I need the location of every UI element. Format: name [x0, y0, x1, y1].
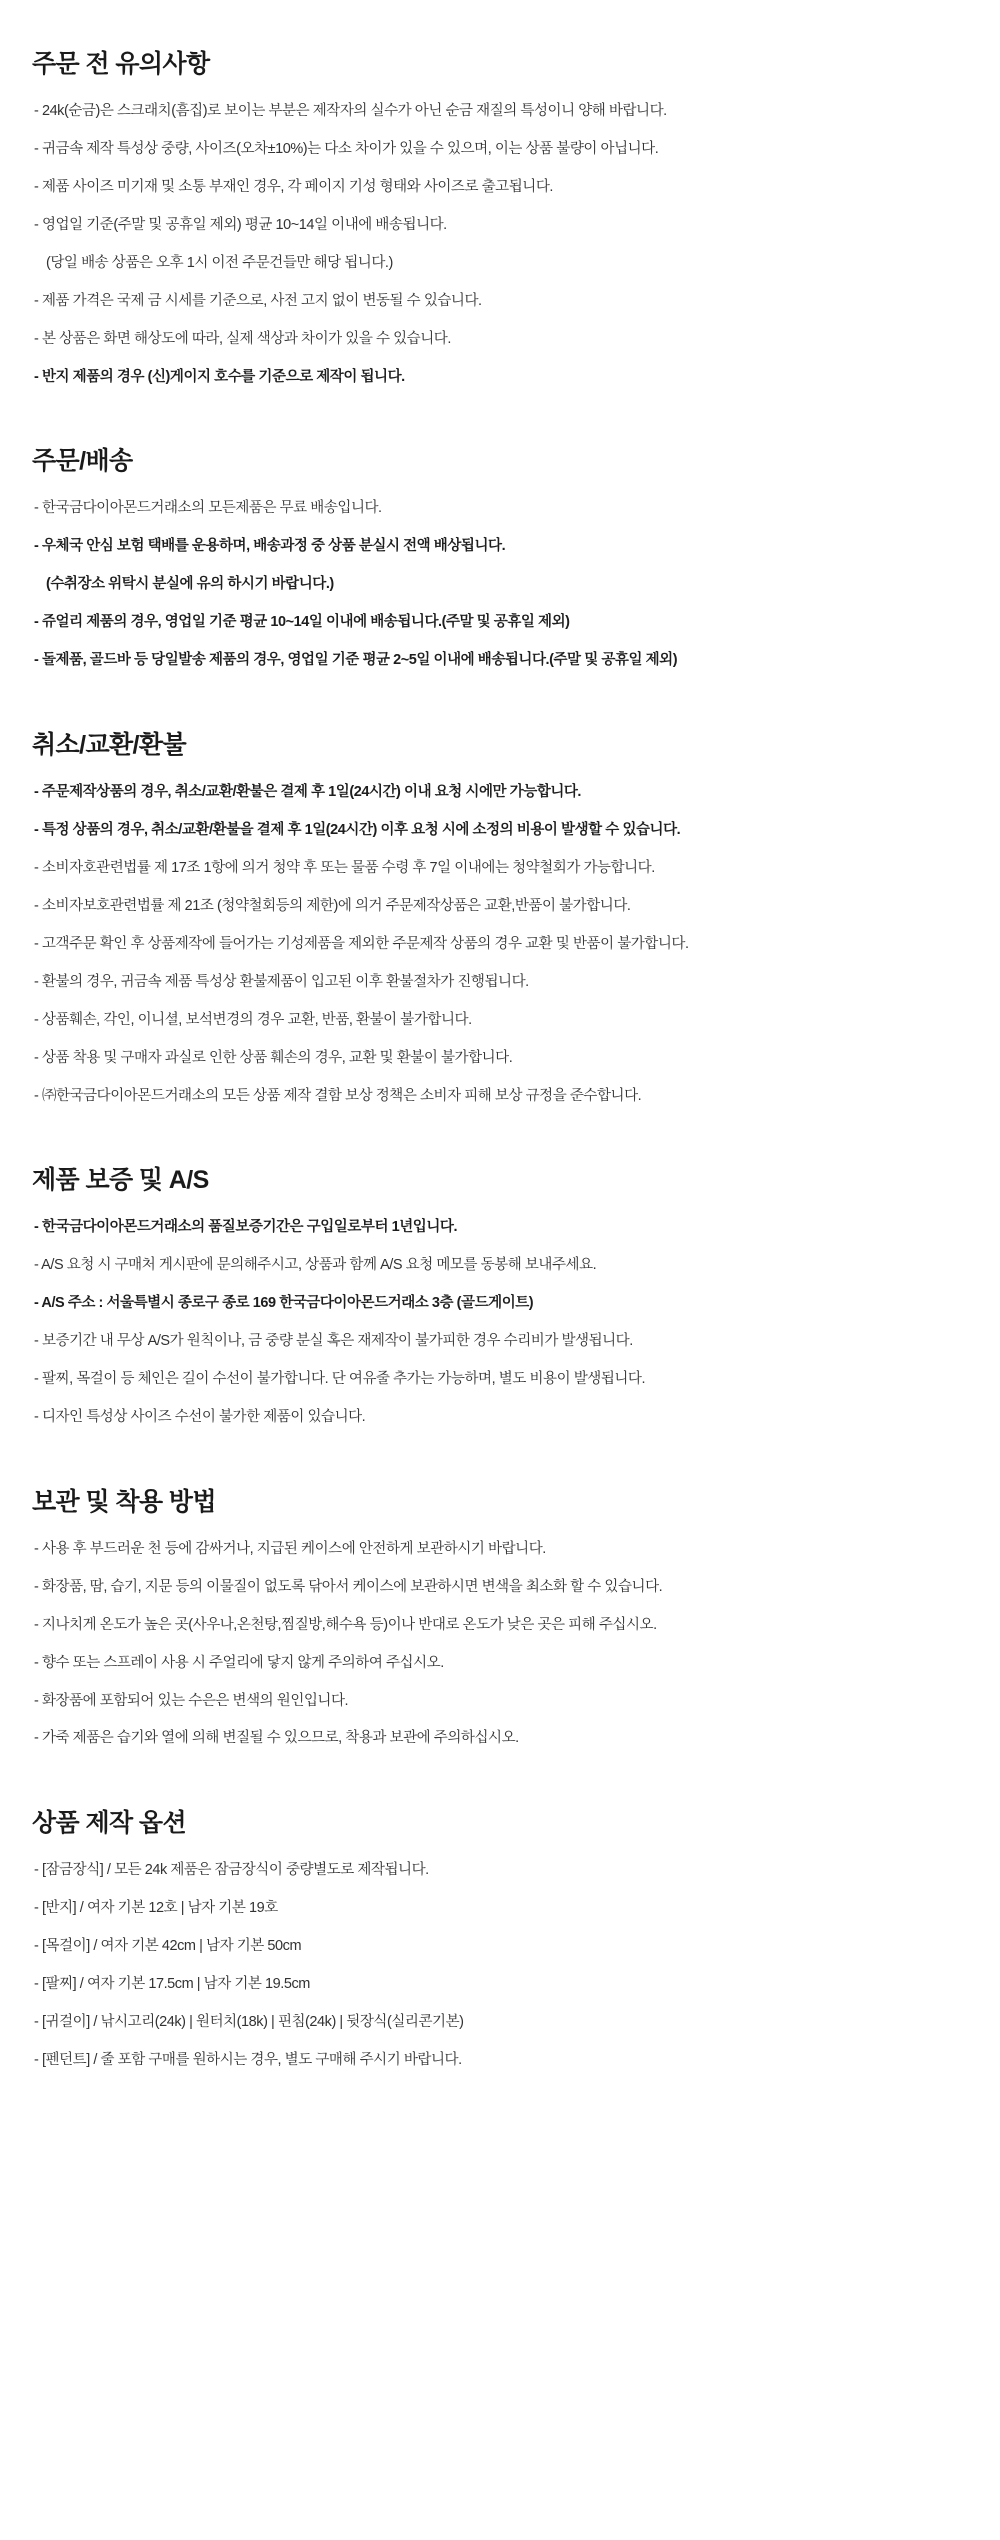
notice-line: - 본 상품은 화면 해상도에 따라, 실제 색상과 차이가 있을 수 있습니다. [34, 330, 451, 347]
notice-line: - 상품 착용 및 구매자 과실로 인한 상품 훼손의 경우, 교환 및 환불이 불가합니다. [34, 1049, 513, 1066]
notice-line: - 화장품, 땀, 습기, 지문 등의 이물질이 없도록 닦아서 케이스에 보관하시면 변색을 최소화 할 수 있습니다. [34, 1578, 663, 1595]
notice-line: - 한국금다이아몬드거래소의 품질보증기간은 구입일로부터 1년입니다. [34, 1219, 458, 1236]
section-production-options [30, 1803, 970, 2072]
notice-line: - 24k(순금)은 스크래치(흠집)로 보이는 부분은 제작자의 실수가 아닌 순금 재질의 특성이니 양해 바랍니다. [34, 103, 667, 119]
notice-line: - 한국금다이아몬드거래소의 모든제품은 무료 배송입니다. [34, 500, 382, 517]
notice-line: (당일 배송 상품은 오후 1시 이전 주문건들만 해당 됩니다.) [46, 254, 393, 271]
notice-line: - A/S 요청 시 구매처 게시판에 문의해주시고, 상품과 함께 A/S 요청 메모를 동봉해 보내주세요. [34, 1257, 597, 1274]
section-title: 보관 및 착용 방법 [32, 1487, 216, 1516]
section-body [30, 100, 970, 389]
section-title: 주문 전 유의사항 [32, 50, 210, 78]
notice-line: - 제품 사이즈 미기재 및 소통 부재인 경우, 각 페이지 기성 형태와 사이즈로 출고됩니다. [34, 178, 553, 195]
notice-line: - 디자인 특성상 사이즈 수선이 불가한 제품이 있습니다. [34, 1409, 366, 1426]
notice-line: - 쥬얼리 제품의 경우, 영업일 기준 평균 10~14일 이내에 배송됩니다.(주말 및 공휴일 제외) [34, 614, 570, 631]
notice-line: - ㈜한국금다이아몬드거래소의 모든 상품 제작 결함 보상 정책은 소비자 피해 보상 규정을 준수합니다. [34, 1087, 642, 1104]
notice-line: - 환불의 경우, 귀금속 제품 특성상 환불제품이 입고된 이후 환불절차가 진행됩니다. [34, 973, 529, 990]
notice-line: - [반지] / 여자 기본 12호 | 남자 기본 19호 [34, 1899, 278, 1916]
notice-line: - 지나치게 온도가 높은 곳(사우나,온천탕,찜질방,해수욕 등)이나 반대로 온도가 낮은 곳은 피해 주십시오. [34, 1616, 657, 1633]
notice-line: - 귀금속 제작 특성상 중량, 사이즈(오차±10%)는 다소 차이가 있을 수 있으며, 이는 상품 불량이 아닙니다. [34, 140, 659, 157]
notice-line: - [팔찌] / 여자 기본 17.5cm | 남자 기본 19.5cm [34, 1975, 310, 1992]
notice-line: - 소비자호관련법률 제 17조 1항에 의거 청약 후 또는 물품 수령 후 7일 이내에는 청약철회가 가능합니다. [34, 859, 655, 876]
section-body [30, 497, 970, 672]
notice-line: (수취장소 위탁시 분실에 유의 하시기 바랍니다.) [46, 576, 334, 593]
section-body [30, 1216, 970, 1429]
section-order-notice [30, 44, 970, 389]
notice-line: - [펜던트] / 줄 포함 구매를 원하시는 경우, 별도 구매해 주시기 바랍니다. [34, 2051, 462, 2068]
section-warranty-as [30, 1160, 970, 1429]
section-title: 취소/교환/환불 [32, 730, 186, 759]
notice-line: - 사용 후 부드러운 천 등에 감싸거나, 지급된 케이스에 안전하게 보관하시기 바랍니다. [34, 1540, 546, 1557]
notice-line: - 보증기간 내 무상 A/S가 원칙이나, 금 중량 분실 혹은 재제작이 불가피한 경우 수리비가 발생됩니다. [34, 1333, 633, 1350]
section-body [30, 1538, 970, 1751]
section-title: 상품 제작 옵션 [32, 1808, 186, 1837]
notice-line: - 제품 가격은 국제 금 시세를 기준으로, 사전 고지 없이 변동될 수 있습니다. [34, 292, 482, 309]
notice-line: - 영업일 기준(주말 및 공휴일 제외) 평균 10~14일 이내에 배송됩니다. [34, 216, 447, 233]
notice-line: - 고객주문 확인 후 상품제작에 들어가는 기성제품을 제외한 주문제작 상품의 경우 교환 및 반품이 불가합니다. [34, 935, 689, 952]
notice-line: - 특정 상품의 경우, 취소/교환/환불을 결제 후 1일(24시간) 이후 요청 시에 소정의 비용이 발생할 수 있습니다. [34, 821, 681, 838]
notice-line: - 소비자보호관련법률 제 21조 (청약철회등의 제한)에 의거 주문제작상품은 교환,반품이 불가합니다. [34, 897, 631, 914]
section-body [30, 781, 970, 1108]
notice-line: - 향수 또는 스프레이 사용 시 주얼리에 닿지 않게 주의하여 주십시오. [34, 1654, 444, 1671]
section-order-delivery [30, 441, 970, 672]
notice-line: - 화장품에 포함되어 있는 수은은 변색의 원인입니다. [34, 1692, 349, 1709]
section-cancel-exchange-refund [30, 725, 970, 1108]
section-body [30, 1859, 970, 2072]
notice-line: - [귀걸이] / 낚시고리(24k) | 원터치(18k) | 핀침(24k) | 뒷장식(실리콘기본) [34, 2013, 464, 2030]
notice-line: - [잠금장식] / 모든 24k 제품은 잠금장식이 중량별도로 제작됩니다. [34, 1861, 429, 1878]
notice-line: - 주문제작상품의 경우, 취소/교환/환불은 결제 후 1일(24시간) 이내 요청 시에만 가능합니다. [34, 783, 582, 800]
notice-line: - A/S 주소 : 서울특별시 종로구 종로 169 한국금다이아몬드거래소 3층 (골드게이트) [34, 1295, 534, 1312]
notice-line: - 돌제품, 골드바 등 당일발송 제품의 경우, 영업일 기준 평균 2~5일 이내에 배송됩니다.(주말 및 공휴일 제외) [34, 652, 678, 669]
notice-line: - 반지 제품의 경우 (신)게이지 호수를 기준으로 제작이 됩니다. [34, 368, 405, 385]
notice-line: - [목걸이] / 여자 기본 42cm | 남자 기본 50cm [34, 1937, 302, 1954]
notice-line: - 가죽 제품은 습기와 열에 의해 변질될 수 있으므로, 착용과 보관에 주의하십시오. [34, 1730, 519, 1747]
section-title: 제품 보증 및 A/S [32, 1166, 209, 1195]
section-care-wearing [30, 1482, 970, 1751]
section-title: 주문/배송 [32, 447, 133, 476]
notice-line: - 팔찌, 목걸이 등 체인은 길이 수선이 불가합니다. 단 여유줄 추가는 가능하며, 별도 비용이 발생됩니다. [34, 1371, 646, 1388]
notice-line: - 우체국 안심 보험 택배를 운용하며, 배송과정 중 상품 분실시 전액 배상됩니다. [34, 538, 506, 555]
notice-line: - 상품훼손, 각인, 이니셜, 보석변경의 경우 교환, 반품, 환불이 불가합니다. [34, 1011, 472, 1028]
